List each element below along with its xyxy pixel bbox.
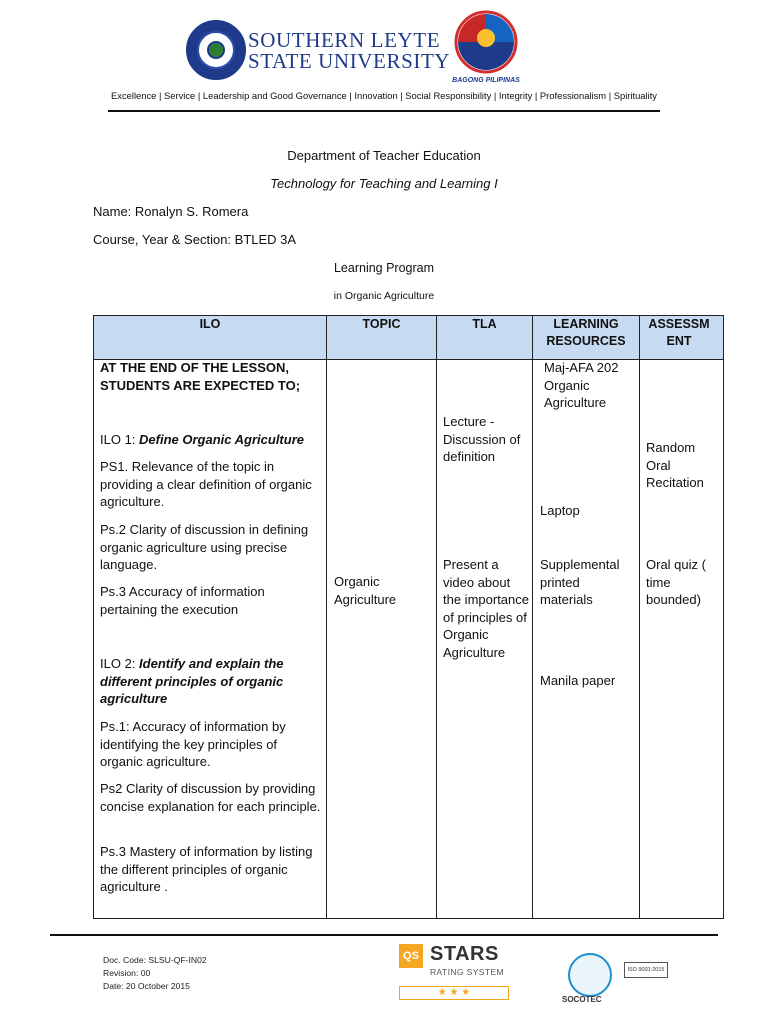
document-metadata [103, 954, 213, 993]
assessment-recitation: Random Oral Recitation [646, 440, 704, 491]
header-assessment: ASSESSM ENT [648, 317, 710, 348]
course-title: Technology for Teaching and Learning I [270, 176, 498, 191]
resource-textbook: Maj-AFA 202 Organic Agriculture [544, 360, 619, 411]
bagong-pilipinas-text: BAGONG PILIPINAS [452, 77, 520, 84]
resource-manila-paper: Manila paper [540, 673, 616, 688]
qs-rating-system-text: RATING SYSTEM [430, 967, 504, 977]
doc-revision: Revision: 00 [103, 968, 151, 978]
ilo1-ps3: Ps.3 Accuracy of information pertaining the execution [100, 584, 265, 617]
ilo-intro: AT THE END OF THE LESSON, STUDENTS ARE EXPECTED TO; [100, 360, 301, 393]
program-title: Learning Program [333, 261, 435, 275]
bagong-pilipinas-logo-icon [448, 8, 524, 86]
ilo2-ps2: Ps2 Clarity of discussion by providing concise explanation for each principle. [100, 781, 321, 814]
ilo1-ps2: Ps.2 Clarity of discussion in defining organic agriculture using precise language. [100, 522, 309, 573]
student-name: Name: Ronalyn S. Romera [93, 204, 249, 219]
qs-logo-icon: QS [399, 944, 423, 968]
resource-laptop: Laptop [540, 503, 580, 518]
qs-stars-text: STARS [430, 943, 499, 965]
course-section: Course, Year & Section: BTLED 3A [93, 232, 297, 247]
header-divider [108, 110, 660, 112]
doc-code: Doc. Code: SLSU-QF-IN02 [103, 955, 207, 965]
ilo2-label: ILO 2: [100, 656, 136, 671]
socotec-text: SOCOTEC [562, 995, 602, 1004]
ilo1-label: ILO 1: [100, 432, 136, 447]
column-divider [532, 316, 533, 918]
ilo2-ps3: Ps.3 Mastery of information by listing the different principles of organic agriculture . [100, 844, 313, 895]
tla-video: Present a video about the importance of principles of Organic Agriculture [443, 557, 529, 660]
column-divider [639, 316, 640, 918]
university-name-line1: SOUTHERN LEYTE [248, 28, 441, 52]
socotec-logo-icon [568, 953, 612, 997]
ilo1 [100, 431, 322, 449]
header-topic: TOPIC [362, 317, 401, 331]
iso-certification-badge: ISO 9001:2015 [624, 962, 668, 978]
university-seal-icon [186, 20, 246, 80]
header-learning-resources: LEARNING RESOURCES [546, 317, 626, 348]
footer-divider [50, 934, 718, 936]
ilo1-text: Define Organic Agriculture [139, 432, 304, 447]
university-name-line2: STATE UNIVERSITY [248, 49, 451, 73]
ilo2-ps1: Ps.1: Accuracy of information by identifying the key principles of organic agriculture. [100, 719, 286, 770]
column-divider [326, 316, 327, 918]
university-name [248, 30, 450, 72]
ilo2-text: Identify and explain the different principles of organic agriculture [100, 656, 284, 707]
header-ilo: ILO [199, 317, 221, 331]
university-motto: Excellence | Service | Leadership and Good Governance | Innovation | Social Responsibility | Integrity | Professionalism | Spirituality [111, 90, 657, 101]
tla-lecture: Lecture - Discussion of definition [443, 414, 521, 465]
doc-date: Date: 20 October 2015 [103, 981, 190, 991]
ilo2 [100, 655, 322, 708]
department-title: Department of Teacher Education [287, 148, 481, 163]
column-divider [436, 316, 437, 918]
topic-cell: Organic Agriculture [334, 574, 397, 607]
assessment-oral-quiz: Oral quiz ( time bounded) [646, 557, 706, 608]
program-subtitle: in Organic Agriculture [333, 290, 435, 302]
header-tla: TLA [472, 317, 497, 331]
resource-printed-materials: Supplemental printed materials [540, 557, 620, 608]
ilo1-ps1: PS1. Relevance of the topic in providing a clear definition of organic agriculture. [100, 459, 312, 510]
star-rating: ★ ★ ★ [399, 986, 509, 1000]
